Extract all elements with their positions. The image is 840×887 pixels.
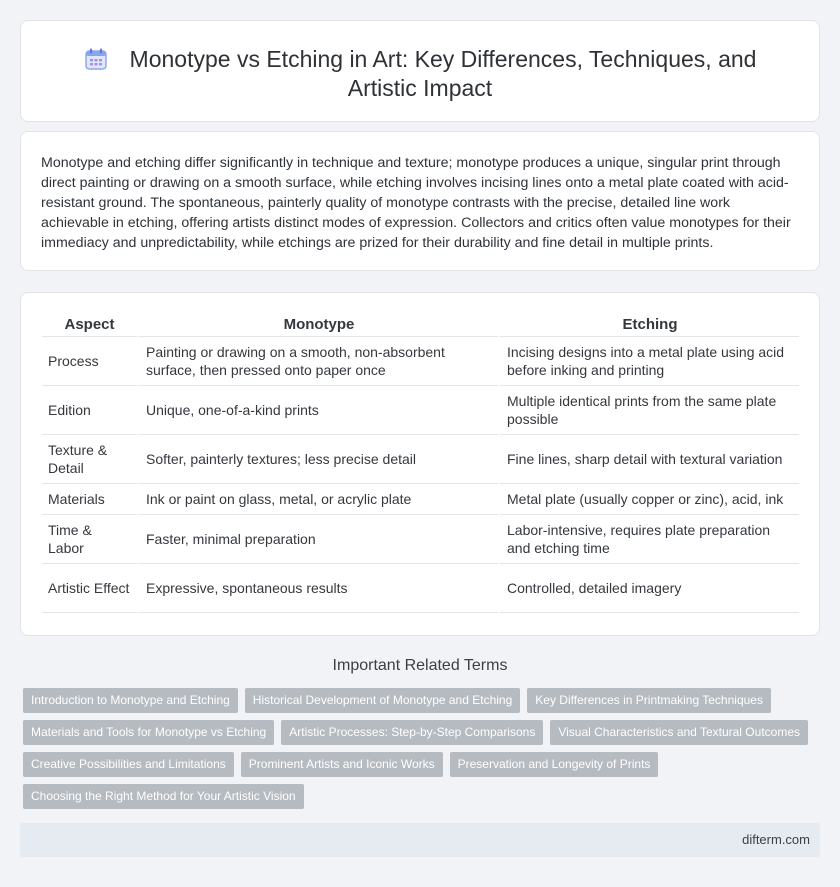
related-tag[interactable]: Introduction to Monotype and Etching [23,688,238,713]
header-aspect: Aspect [42,313,137,337]
row-aspect: Artistic Effect [42,564,137,613]
row-monotype: Painting or drawing on a smooth, non-absorbent surface, then pressed onto paper once [137,337,498,386]
table-header-row [42,313,799,337]
related-tag[interactable]: Visual Characteristics and Textural Outcomes [550,720,808,745]
row-aspect: Materials [42,484,137,515]
header-etching: Etching [498,313,799,337]
page-title [61,45,779,103]
related-terms-title: Important Related Terms [332,657,508,674]
row-etching: Fine lines, sharp detail with textural variation [498,435,799,484]
row-etching: Incising designs into a metal plate using acid before inking and printing [498,337,799,386]
related-terms-tags [23,688,823,816]
table-row [42,515,799,564]
table-row [42,484,799,515]
related-tag[interactable]: Key Differences in Printmaking Techniques [527,688,771,713]
row-aspect: Edition [42,386,137,435]
header-monotype: Monotype [137,313,498,337]
table-row [42,564,799,613]
header-card [20,20,820,122]
related-tag[interactable]: Prominent Artists and Iconic Works [241,752,443,777]
table-row [42,386,799,435]
row-monotype: Unique, one-of-a-kind prints [137,386,498,435]
intro-paragraph: Monotype and etching differ significantly in technique and texture; monotype produces a unique, singular print through direct painting or drawing on a smooth surface, while etching involves incising lines onto a metal plate coated with acid-resistant ground. The spontaneous, painterly quality of monotype contrasts with the precise, detailed line work achievable in etching, offering artists distinct modes of expression. Collectors and critics often value monotypes for their immediacy and unpredictability, while etchings are prized for their durability and fine detail in multiple prints. [41,155,791,251]
calendar-icon [84,47,108,71]
row-aspect: Time & Labor [42,515,137,564]
comparison-table-card [20,292,820,636]
footer-site-link[interactable]: difterm.com [742,832,810,847]
table-row [42,435,799,484]
row-etching: Metal plate (usually copper or zinc), acid, ink [498,484,799,515]
row-etching: Multiple identical prints from the same plate possible [498,386,799,435]
row-etching: Controlled, detailed imagery [498,564,799,613]
row-monotype: Softer, painterly textures; less precise detail [137,435,498,484]
title-wrap [61,45,779,103]
table-row [42,337,799,386]
related-tag[interactable]: Artistic Processes: Step-by-Step Comparisons [281,720,543,745]
row-monotype: Faster, minimal preparation [137,515,498,564]
row-monotype: Expressive, spontaneous results [137,564,498,613]
related-tag[interactable]: Historical Development of Monotype and Etching [245,688,520,713]
comparison-table [42,313,799,613]
related-tag[interactable]: Preservation and Longevity of Prints [450,752,659,777]
row-aspect: Process [42,337,137,386]
footer [20,823,820,857]
intro-card [20,131,820,271]
related-tag[interactable]: Materials and Tools for Monotype vs Etching [23,720,274,745]
related-tag[interactable]: Creative Possibilities and Limitations [23,752,234,777]
row-monotype: Ink or paint on glass, metal, or acrylic plate [137,484,498,515]
row-etching: Labor-intensive, requires plate preparation and etching time [498,515,799,564]
row-aspect: Texture & Detail [42,435,137,484]
related-tag[interactable]: Choosing the Right Method for Your Artistic Vision [23,784,304,809]
page-title-text: Monotype vs Etching in Art: Key Differences, Techniques, and Artistic Impact [129,46,757,101]
